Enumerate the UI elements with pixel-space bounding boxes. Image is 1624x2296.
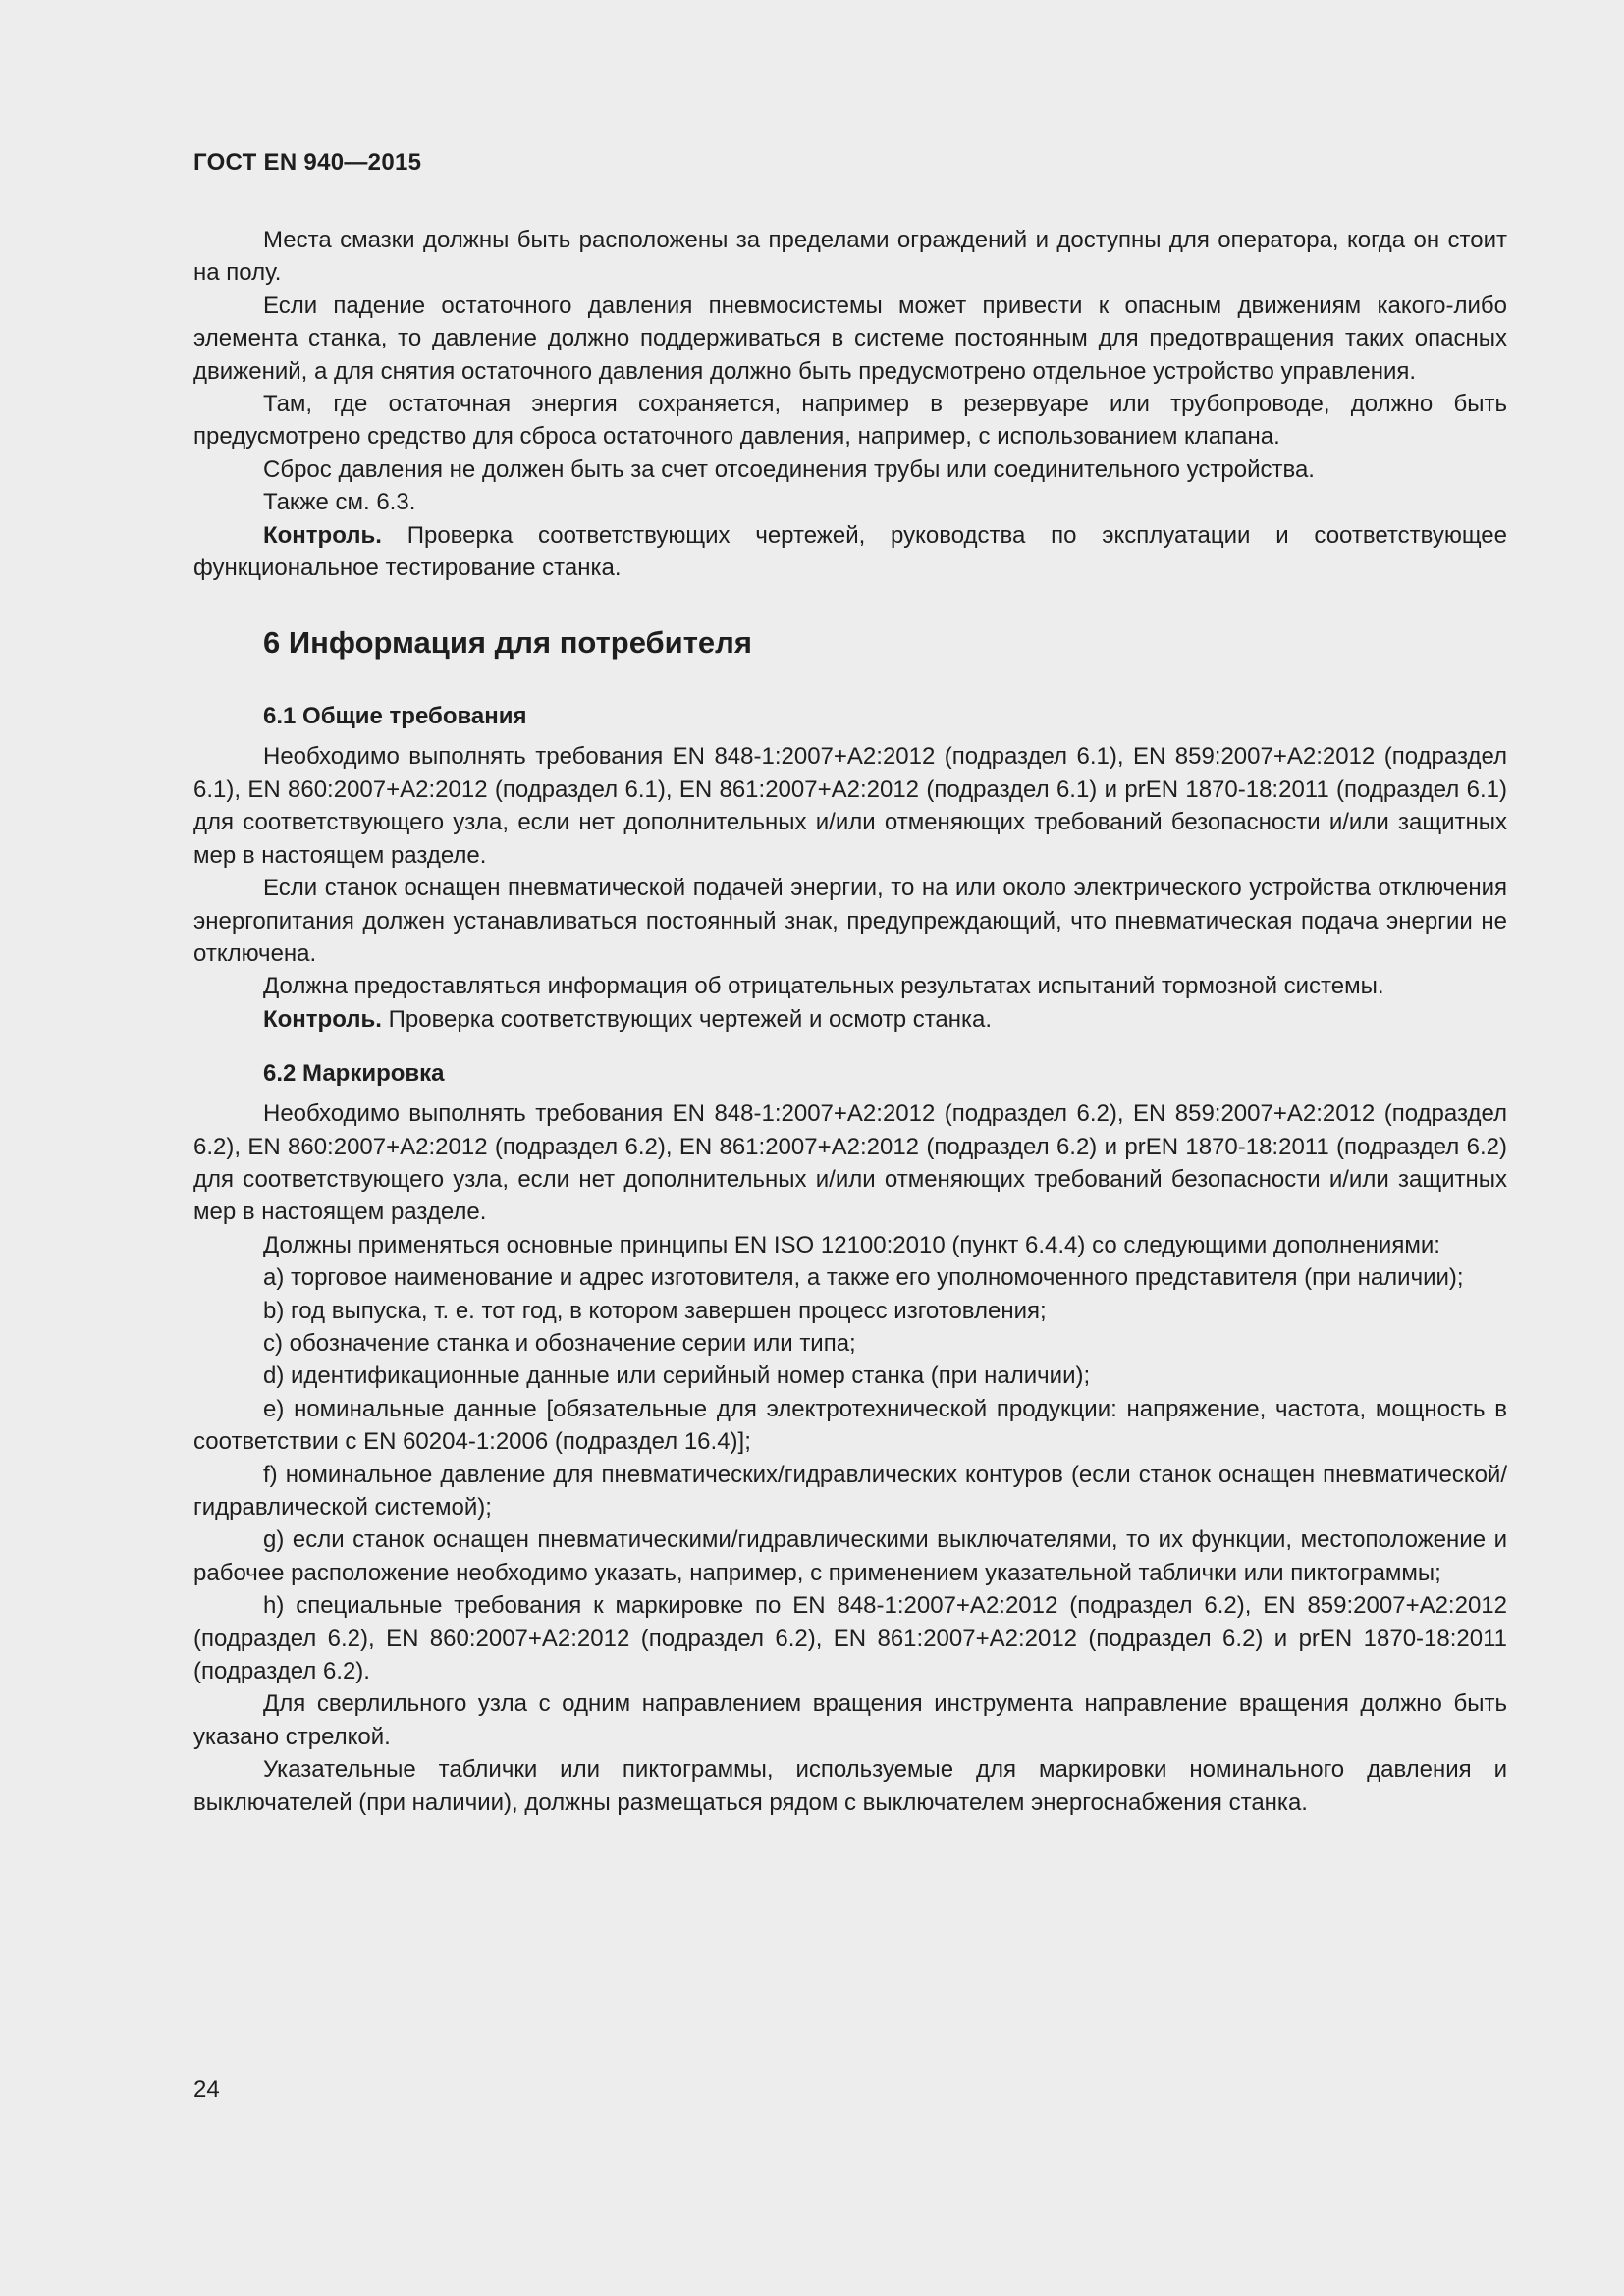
list-item: g) если станок оснащен пневматическими/гидравлическими выключателями, то их функции, местоположение и рабочее расположение необходимо указать, например, с применением указательной таблички или пиктограммы; bbox=[193, 1526, 1507, 1586]
subsection-heading: 6.1 Общие требования bbox=[263, 703, 527, 730]
paragraph: Места смазки должны быть расположены за пределами ограждений и доступны для оператора, когда он стоит на полу. bbox=[193, 227, 1507, 287]
list-item: a) торговое наименование и адрес изготовителя, а также его уполномоченного представителя (при наличии); bbox=[263, 1264, 1464, 1292]
paragraph: Необходимо выполнять требования EN 848-1:2007+A2:2012 (подраздел 6.2), EN 859:2007+A2:2012 (подраздел 6.2), EN 860:2007+A2:2012 (подраздел 6.2), EN 861:2007+A2:2012 (подраздел 6.2) и prEN 1870-18:2011 (подраздел 6.2) для соответствующего узла, если нет дополнительных и/или отменяющих требований безопасности и/или защитных мер в настоящем разделе. bbox=[193, 1100, 1507, 1226]
control-label: Контроль. bbox=[263, 521, 382, 549]
subsection-heading: 6.2 Маркировка bbox=[263, 1060, 445, 1088]
list-item: f) номинальное давление для пневматических/гидравлических контуров (если станок оснащен пневматической/гидравлической системой); bbox=[193, 1461, 1507, 1521]
list-item: b) год выпуска, т. е. тот год, в котором завершен процесс изготовления; bbox=[263, 1297, 1047, 1324]
list-item: e) номинальные данные [обязательные для электротехнической продукции: напряжение, частота, мощность в соответствии с EN 60204-1:2006 (подраздел 16.4)]; bbox=[193, 1395, 1507, 1456]
paragraph: Также см. 6.3. bbox=[263, 489, 416, 516]
subsection-6-2-body bbox=[193, 1097, 1507, 1819]
list-item: h) специальные требования к маркировке по EN 848-1:2007+A2:2012 (подраздел 6.2), EN 859:2007+A2:2012 (подраздел 6.2), EN 860:2007+A2:2012 (подраздел 6.2), EN 861:2007+A2:2012 (подраздел 6.2) и prEN 1870-18:2011 (подраздел 6.2). bbox=[193, 1592, 1507, 1685]
list-item: d) идентификационные данные или серийный номер станка (при наличии); bbox=[263, 1362, 1091, 1390]
control-paragraph: Контроль. Проверка соответствующих чертежей и осмотр станка. bbox=[263, 1005, 993, 1033]
paragraph: Должна предоставляться информация об отрицательных результатах испытаний тормозной системы. bbox=[263, 973, 1384, 1000]
intro-block bbox=[193, 224, 1507, 584]
control-paragraph: Контроль. Проверка соответствующих чертежей, руководства по эксплуатации и соответствующее функциональное тестирование станка. bbox=[193, 521, 1507, 582]
paragraph: Если станок оснащен пневматической подачей энергии, то на или около электрического устройства отключения энергопитания должен устанавливаться постоянный знак, предупреждающий, что пневматическая подача энергии не отключена. bbox=[193, 875, 1507, 967]
paragraph: Если падение остаточного давления пневмосистемы может привести к опасным движениям какого-либо элемента станка, то давление должно поддерживаться в системе постоянным для предотвращения таких опасных движений, а для снятия остаточного давления должно быть предусмотрено отдельное устройство управления. bbox=[193, 292, 1507, 385]
page-body bbox=[193, 224, 1507, 1819]
paragraph: Указательные таблички или пиктограммы, используемые для маркировки номинального давления и выключателей (при наличии), должны размещаться рядом с выключателем энергоснабжения станка. bbox=[193, 1756, 1507, 1816]
paragraph: Сброс давления не должен быть за счет отсоединения трубы или соединительного устройства. bbox=[263, 455, 1315, 483]
paragraph: Для сверлильного узла с одним направлением вращения инструмента направление вращения должно быть указано стрелкой. bbox=[193, 1690, 1507, 1750]
subsection-6-1-body bbox=[193, 740, 1507, 1036]
paragraph: Необходимо выполнять требования EN 848-1:2007+A2:2012 (подраздел 6.1), EN 859:2007+A2:2012 (подраздел 6.1), EN 860:2007+A2:2012 (подраздел 6.1), EN 861:2007+A2:2012 (подраздел 6.1) и prEN 1870-18:2011 (подраздел 6.1) для соответствующего узла, если нет дополнительных и/или отменяющих требований безопасности и/или защитных мер в настоящем разделе. bbox=[193, 743, 1507, 869]
control-label: Контроль. bbox=[263, 1005, 382, 1033]
paragraph: Там, где остаточная энергия сохраняется, например в резервуаре или трубопроводе, должно быть предусмотрено средство для сброса остаточного давления, например, с использованием клапана. bbox=[193, 391, 1507, 451]
list-item: c) обозначение станка и обозначение серии или типа; bbox=[263, 1329, 856, 1357]
section-heading: 6 Информация для потребителя bbox=[263, 625, 752, 661]
page-number: 24 bbox=[193, 2076, 220, 2103]
document-code-header: ГОСТ EN 940—2015 bbox=[193, 149, 422, 176]
paragraph: Должны применяться основные принципы EN ISO 12100:2010 (пункт 6.4.4) со следующими дополнениями: bbox=[263, 1231, 1440, 1258]
